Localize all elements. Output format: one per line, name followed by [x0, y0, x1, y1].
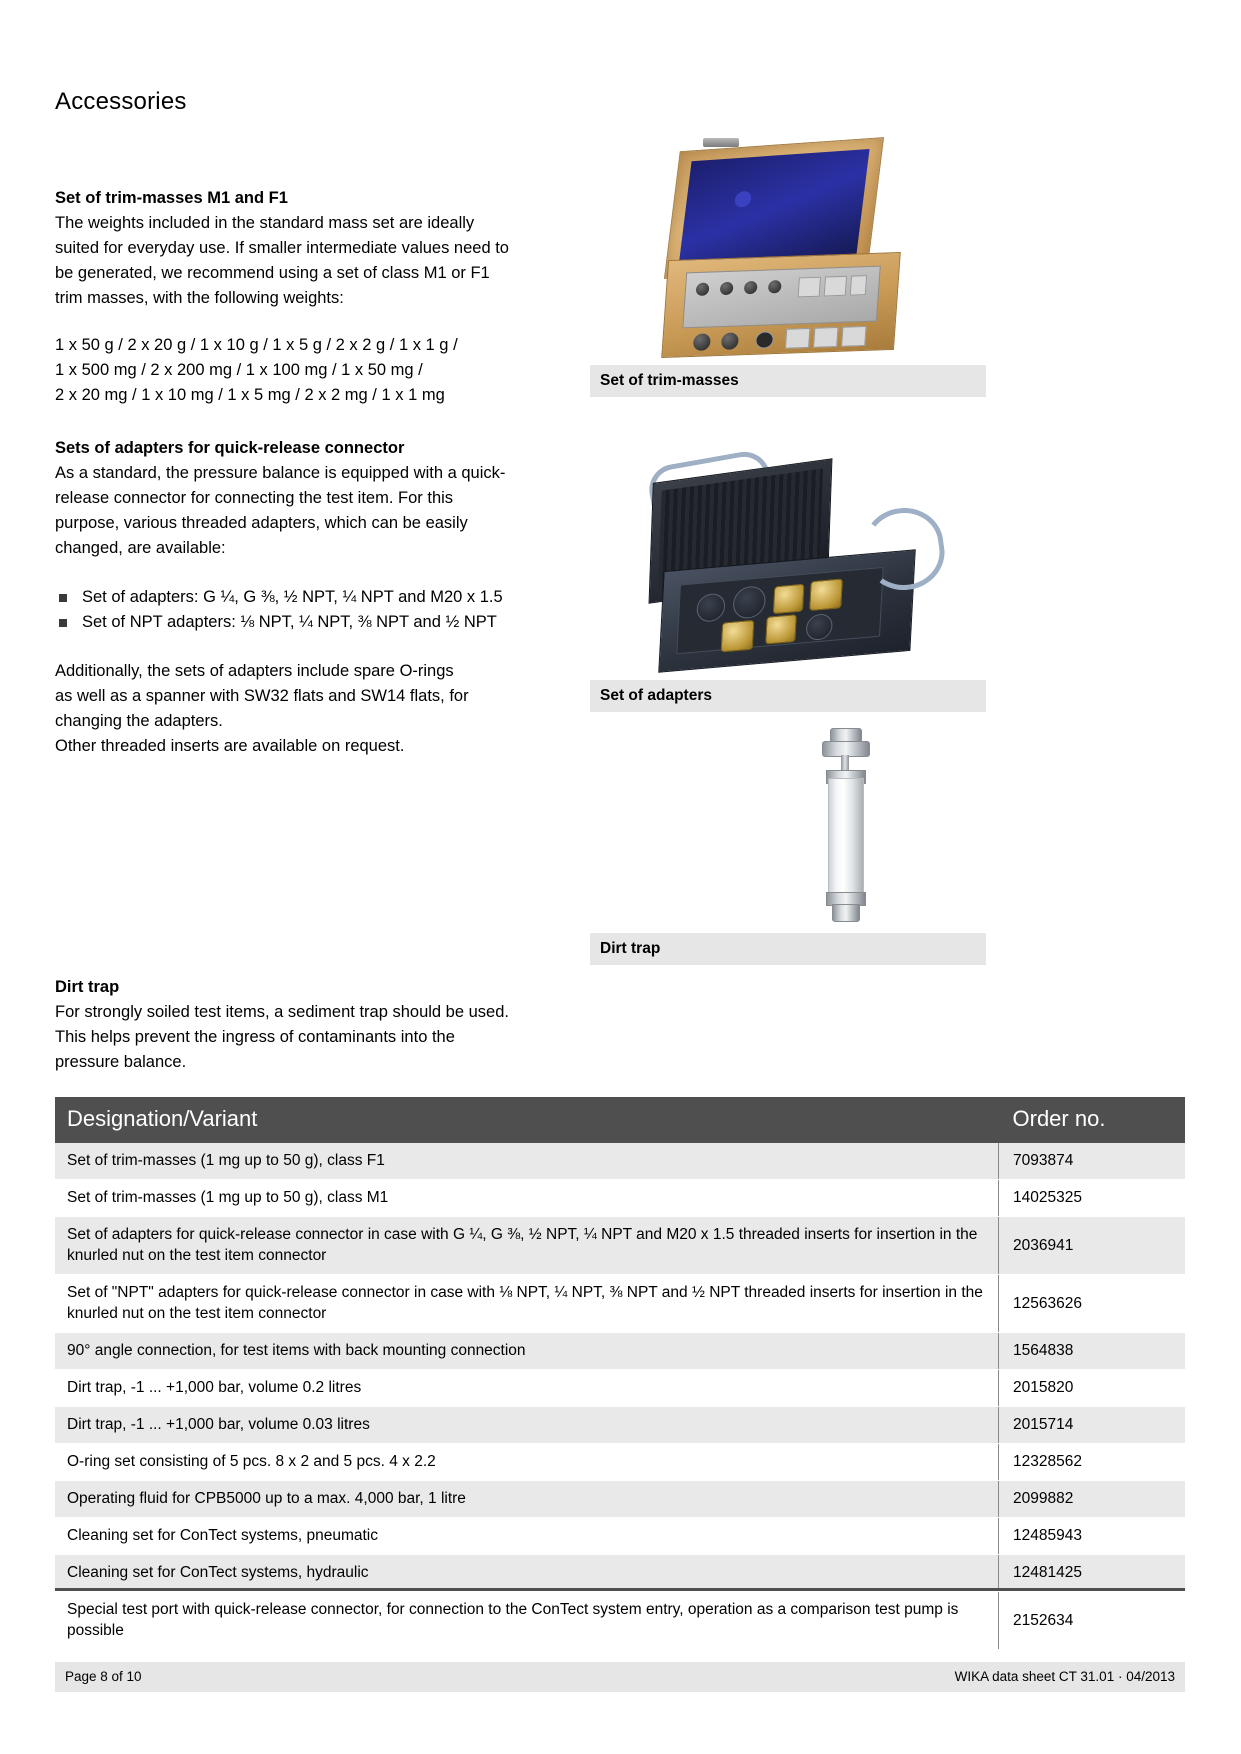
cell-designation: O-ring set consisting of 5 pcs. 8 x 2 and 5 pcs. 4 x 2.2 [55, 1444, 999, 1481]
table-row [55, 1180, 1185, 1217]
table-body [55, 1143, 1185, 1649]
table-header-row [55, 1097, 1185, 1143]
brass-adapter [765, 614, 797, 645]
table-row [55, 1333, 1185, 1370]
table-row [55, 1444, 1185, 1481]
list-item [55, 610, 515, 635]
figure-caption-trim-masses: Set of trim-masses [590, 365, 986, 397]
cell-designation: Set of "NPT" adapters for quick-release connector in case with ⅛ NPT, ¼ NPT, ⅜ NPT and ½ NPT threaded inserts for insertion in the knurled nut on the test item connector [55, 1275, 999, 1333]
adapter-note-line-1: Additionally, the sets of adapters include spare O-rings [55, 662, 454, 680]
adapter-note-line-3: changing the adapters. [55, 712, 223, 730]
weight-slot [693, 333, 711, 351]
table-bottom-rule [55, 1588, 1185, 1591]
list-item-label: Set of adapters: G ¼, G ⅜, ½ NPT, ¼ NPT and M20 x 1.5 [82, 588, 503, 606]
cell-designation: Dirt trap, -1 ... +1,000 bar, volume 0.2 litres [55, 1370, 999, 1407]
table-row [55, 1481, 1185, 1518]
page-footer [55, 1662, 1185, 1692]
spacer [55, 561, 515, 585]
photo-set-of-adapters [640, 452, 940, 672]
case-clasp [703, 138, 739, 147]
section-body-adapters: As a standard, the pressure balance is equipped with a quick-release connector for connecting the test item. For this purpose, various threaded adapters, which can be easily changed, are available: [55, 464, 506, 557]
weight-block [850, 275, 867, 296]
footer-page-label: Page 8 of 10 [65, 1669, 142, 1684]
cell-order-no: 2015714 [999, 1407, 1186, 1444]
cell-designation: Set of adapters for quick-release connector in case with G ¼, G ⅜, ½ NPT, ¼ NPT and M20 x 1.5 threaded inserts for insertion in the knurled nut on the test item connector [55, 1217, 999, 1275]
cell-order-no: 12481425 [999, 1555, 1186, 1592]
spacer [55, 311, 515, 333]
weight-block [798, 277, 821, 298]
cell-order-no: 14025325 [999, 1180, 1186, 1217]
footer-document-label: WIKA data sheet CT 31.01 · 04/2013 [954, 1669, 1175, 1684]
weight-slot [721, 332, 739, 350]
weight-slot [755, 331, 774, 349]
brass-adapter [721, 620, 755, 653]
cell-order-no: 2036941 [999, 1217, 1186, 1275]
cell-designation: Set of trim-masses (1 mg up to 50 g), class F1 [55, 1143, 999, 1180]
weight-slot [720, 282, 734, 295]
cell-designation: Cleaning set for ConTect systems, pneumatic [55, 1518, 999, 1555]
trim-mass-weights-line-3: 2 x 20 mg / 1 x 10 mg / 1 x 5 mg / 2 x 2 mg / 1 x 1 mg [55, 386, 445, 404]
column-header-designation: Designation/Variant [55, 1097, 999, 1143]
table-row [55, 1518, 1185, 1555]
cell-order-no: 1564838 [999, 1333, 1186, 1370]
lid-highlight [734, 191, 752, 208]
page-title: Accessories [55, 88, 187, 115]
square-bullet-icon [59, 619, 67, 627]
table-row [55, 1143, 1185, 1180]
table-row [55, 1217, 1185, 1275]
trim-mass-weights-line-1: 1 x 50 g / 2 x 20 g / 1 x 10 g / 1 x 5 g / 2 x 2 g / 1 x 1 g / [55, 336, 458, 354]
cell-order-no: 2152634 [999, 1592, 1186, 1650]
spacer [55, 635, 515, 659]
cell-designation: 90° angle connection, for test items with back mounting connection [55, 1333, 999, 1370]
order-table [55, 1097, 1185, 1649]
cell-designation: Set of trim-masses (1 mg up to 50 g), class M1 [55, 1180, 999, 1217]
table-row [55, 1275, 1185, 1333]
weight-tray [682, 266, 881, 329]
cell-order-no: 2099882 [999, 1481, 1186, 1518]
spacer [55, 408, 515, 436]
weight-slot [768, 280, 782, 293]
cell-designation: Operating fluid for CPB5000 up to a max. 4,000 bar, 1 litre [55, 1481, 999, 1518]
weight-slot [696, 283, 710, 296]
column-header-order-no: Order no. [999, 1097, 1186, 1143]
brass-adapter [773, 584, 805, 615]
weight-block [785, 328, 810, 349]
cell-order-no: 12485943 [999, 1518, 1186, 1555]
table-row [55, 1592, 1185, 1650]
section-heading-trim-masses: Set of trim-masses M1 and F1 [55, 189, 288, 207]
bottom-fitting [832, 904, 860, 922]
case-lid-lining [678, 149, 869, 267]
adapter-note-line-2: as well as a spanner with SW32 flats and SW14 flats, for [55, 687, 469, 705]
photo-set-of-trim-masses [655, 138, 925, 368]
adapter-note-line-4: Other threaded inserts are available on request. [55, 737, 405, 755]
list-item [55, 585, 515, 610]
table-row [55, 1370, 1185, 1407]
section-heading-dirt-trap: Dirt trap [55, 978, 120, 996]
glass-chamber [828, 778, 864, 898]
weight-block [813, 327, 838, 348]
photo-dirt-trap [800, 728, 890, 928]
weight-block [824, 276, 847, 297]
section-heading-adapters: Sets of adapters for quick-release connector [55, 439, 405, 457]
case-base [661, 252, 901, 358]
table-row [55, 1407, 1185, 1444]
cell-order-no: 2015820 [999, 1370, 1186, 1407]
cell-designation: Cleaning set for ConTect systems, hydraulic [55, 1555, 999, 1592]
cell-designation: Special test port with quick-release connector, for connection to the ConTect system entry, operation as a comparison test pump is possible [55, 1592, 999, 1650]
dirt-trap-text-block [55, 975, 515, 1075]
cell-order-no: 7093874 [999, 1143, 1186, 1180]
weight-slot [744, 281, 758, 294]
cell-order-no: 12563626 [999, 1275, 1186, 1333]
cell-designation: Dirt trap, -1 ... +1,000 bar, volume 0.03 litres [55, 1407, 999, 1444]
figure-caption-adapters: Set of adapters [590, 680, 986, 712]
table-header [55, 1097, 1185, 1143]
trim-mass-weights-line-2: 1 x 500 mg / 2 x 200 mg / 1 x 100 mg / 1 x 50 mg / [55, 361, 423, 379]
weight-block [841, 326, 866, 347]
table-row [55, 1555, 1185, 1592]
section-body-trim-masses: The weights included in the standard mass set are ideally suited for everyday use. If smaller intermediate values need to be generated, we recommend using a set of class M1 or F1 trim masses, with the following weights: [55, 214, 509, 307]
brass-adapter [809, 578, 843, 611]
section-body-dirt-trap: For strongly soiled test items, a sediment trap should be used. This helps prevent the ingress of contaminants into the pressure balance. [55, 1003, 509, 1071]
adapter-bullet-list [55, 585, 515, 635]
square-bullet-icon [59, 594, 67, 602]
figure-caption-dirt-trap: Dirt trap [590, 933, 986, 965]
list-item-label: Set of NPT adapters: ⅛ NPT, ¼ NPT, ⅜ NPT and ½ NPT [82, 613, 497, 631]
left-text-column [55, 186, 515, 759]
cell-order-no: 12328562 [999, 1444, 1186, 1481]
